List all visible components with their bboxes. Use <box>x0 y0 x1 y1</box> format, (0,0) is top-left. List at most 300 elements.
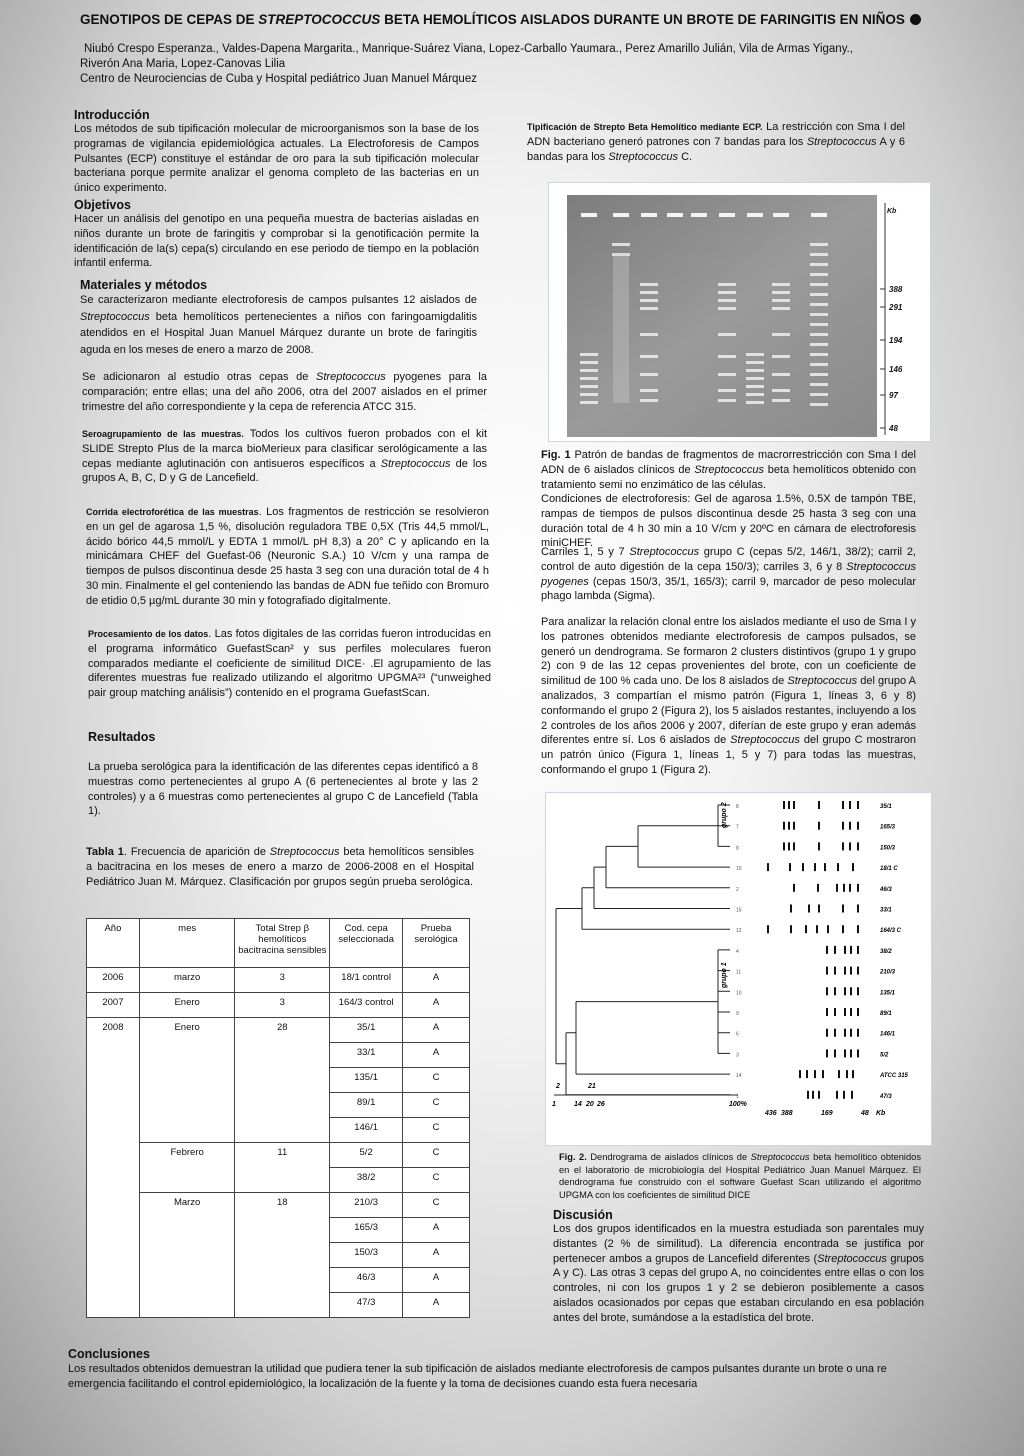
marker-label: 388 <box>889 285 903 294</box>
gel-band <box>810 293 828 296</box>
header-code: Cod. cepa seleccionada <box>330 919 403 968</box>
dend-band <box>826 946 828 954</box>
gel-band <box>718 333 736 336</box>
dend-band <box>817 884 819 892</box>
gel-band <box>640 307 658 310</box>
dend-band <box>857 925 859 933</box>
conclusiones-text: Los resultados obtenidos demuestran la utilidad que pudiera tener la sub tipificación de aislados mediante electroforesis de campos pulsantes durante un brote o una re emergencia facilitando el control epidemiológico, la localización de la fuente y la toma de decisiones cuando esta fuera necesaria <box>68 1363 887 1390</box>
cell-code: 210/3 <box>330 1193 403 1218</box>
dend-band <box>793 822 795 830</box>
cell-result: A <box>403 1218 470 1243</box>
gel-band <box>718 399 736 402</box>
dend-band <box>814 1070 816 1078</box>
dend-band <box>826 967 828 975</box>
gel-band <box>718 355 736 358</box>
dend-row-label: 210/3 <box>880 969 896 976</box>
gel-band <box>810 283 828 286</box>
dend-band <box>857 946 859 954</box>
dend-row-label: 35/1 <box>880 804 892 810</box>
gel-band <box>580 401 598 404</box>
cell-month: marzo <box>139 968 235 993</box>
dend-band <box>793 884 795 892</box>
gel-band <box>810 363 828 366</box>
dend-band <box>857 1049 859 1057</box>
dend-band <box>789 863 791 871</box>
kb-tick: 48 <box>861 1110 869 1117</box>
axis-bottom-label: 20 <box>586 1101 594 1108</box>
kb-tick: Kb <box>876 1110 886 1117</box>
cell-year: 2008 <box>87 1018 140 1318</box>
gel-band <box>772 307 790 310</box>
dend-band <box>852 863 854 871</box>
gel-unit-label: Kb <box>887 208 897 215</box>
dend-band <box>850 1049 852 1057</box>
cell-total: 11 <box>235 1143 330 1193</box>
gel-band <box>772 399 790 402</box>
gel-band <box>810 343 828 346</box>
dend-band <box>849 801 851 809</box>
dend-band <box>842 842 844 850</box>
dend-row-number: 11 <box>736 969 742 976</box>
axis-bottom-label: 26 <box>597 1101 605 1108</box>
gel-image <box>549 183 930 441</box>
dend-band <box>850 967 852 975</box>
cell-code: 18/1 control <box>330 968 403 993</box>
gel-band <box>640 283 658 286</box>
cell-code: 146/1 <box>330 1118 403 1143</box>
gel-band <box>746 385 764 388</box>
header-month: mes <box>139 919 235 968</box>
gel-well <box>811 213 827 217</box>
dend-row-label: 47/3 <box>880 1093 892 1100</box>
dend-band <box>834 1049 836 1057</box>
dend-branch <box>638 826 730 867</box>
cell-result: A <box>403 1268 470 1293</box>
dend-band <box>793 801 795 809</box>
table-row <box>87 993 470 1018</box>
dend-band <box>844 967 846 975</box>
dend-band <box>834 946 836 954</box>
dend-band <box>783 822 785 830</box>
dend-row-number: 2 <box>736 886 739 893</box>
dend-row-number: 14 <box>736 1073 742 1080</box>
dend-row-number: 15 <box>736 907 742 914</box>
dend-band <box>849 884 851 892</box>
gel-figure <box>548 182 931 442</box>
dend-band <box>808 905 810 913</box>
cell-code: 5/2 <box>330 1143 403 1168</box>
cell-month: Marzo <box>139 1193 235 1318</box>
fig2-caption: Fig. 2. Dendrograma de aislados clínicos de Streptococcus beta hemolítico obtenidos en el laboratorio de microbiología del Hospital Pediátrico Juan Manuel Márquez. El dendrograma fue construido con el software Guefast Scan utilizando el algoritmo UPGMA con los coeficientes de similitud DICE <box>559 1152 921 1200</box>
gel-band <box>810 393 828 396</box>
dend-row-label: 33/1 <box>880 907 892 914</box>
objetivos-heading: Objetivos <box>74 198 131 212</box>
discusion-heading: Discusión <box>553 1208 613 1222</box>
cell-code: 46/3 <box>330 1268 403 1293</box>
header-result: Prueba serológica <box>403 919 470 968</box>
dend-row-label: ATCC 315 <box>880 1073 908 1080</box>
dend-row-label: 135/1 <box>880 990 896 997</box>
tipificacion-paragraph: Tipificación de Strepto Beta Hemolítico mediante ECP. La restricción con Sma I del ADN bacteriano generó patrones con 7 bandas para los Streptococcus A y 6 bandas para los Streptococcus C. <box>527 121 905 163</box>
dend-band <box>807 1091 809 1099</box>
dend-branch <box>576 1002 730 1074</box>
dend-band <box>838 1070 840 1078</box>
gel-band <box>810 383 828 386</box>
gel-well <box>641 213 657 217</box>
dend-row-label: 18/1 C <box>880 866 898 873</box>
axis-top-label: 21 <box>588 1083 596 1090</box>
dend-band <box>767 863 769 871</box>
dend-band <box>799 1070 801 1078</box>
dend-band <box>790 925 792 933</box>
dend-band <box>850 987 852 995</box>
dend-band <box>818 801 820 809</box>
title-text-end: BETA HEMOLÍTICOS AISLADOS DURANTE UN BROTE DE FARINGITIS EN NIÑOS <box>380 12 905 27</box>
dend-row-number: 10 <box>736 990 742 997</box>
dend-band <box>851 1091 853 1099</box>
dendrogram-tree <box>556 805 730 1095</box>
gel-well <box>691 213 707 217</box>
gel-band <box>810 373 828 376</box>
materiales-p2: Se adicionaron al estudio otras cepas de Streptococcus pyogenes para la comparación; entre ellas; una del año 2006, otra del 2007 aislados en el primer trimestre del año correspondiente y la cepa de referencia ATCC 315. <box>82 371 487 413</box>
cell-month: Enero <box>139 993 235 1018</box>
gel-band <box>580 385 598 388</box>
poster-title <box>80 12 905 27</box>
dend-band <box>824 863 826 871</box>
dend-band <box>843 1091 845 1099</box>
gel-band <box>772 389 790 392</box>
intro-heading: Introducción <box>74 108 150 122</box>
kb-tick: 436 <box>765 1110 777 1117</box>
group1-label: grupo 1 <box>721 962 728 988</box>
gel-band <box>718 299 736 302</box>
dend-band <box>818 1091 820 1099</box>
dend-band <box>857 1008 859 1016</box>
gel-band <box>772 299 790 302</box>
dend-band <box>788 842 790 850</box>
gel-band <box>746 361 764 364</box>
authors-line-2: Riverón Ana Maria, Lopez-Canovas Lilia <box>80 58 286 70</box>
cell-result: C <box>403 1143 470 1168</box>
gel-band <box>580 393 598 396</box>
header-total: Total Strep β hemolíticos bacitracina sensibles <box>235 919 330 968</box>
cell-result: C <box>403 1193 470 1218</box>
dend-band <box>827 925 829 933</box>
cell-result: A <box>403 968 470 993</box>
cell-result: A <box>403 1243 470 1268</box>
title-italic: STREPTOCOCCUS <box>258 12 381 27</box>
cell-total: 3 <box>235 968 330 993</box>
dend-row-label: 38/2 <box>880 948 892 955</box>
dend-row-label: 5/2 <box>880 1052 889 1059</box>
dend-band <box>826 987 828 995</box>
gel-band <box>810 333 828 336</box>
cell-result: A <box>403 993 470 1018</box>
marker-strip <box>877 193 912 438</box>
dend-band <box>788 822 790 830</box>
corrida-paragraph: Corrida electroforética de las muestras. Los fragmentos de restricción se resolvieron en un gel de agarosa 1,5 %, disolución reguladora TBE 0,5X (Tris 44,5 mmol/L, ácido bórico 44,5 mmol/L y EDTA 1 mmol/L pH 8,3) a 20° C y aplicando en la minicámara CHEF del Guefast-06 (Neuronic S.A.) 10 V/cm y una rampa de tiempos de pulsos discontinua desde 25 hasta 3 seg con una duración total de 4 h 30 min. Finalmente el gel conteniendo las bandas de ADN fue teñido con Bromuro de etidio 0,5 µg/mL durante 30 min y fotografiado digitalmente. <box>86 506 489 607</box>
dend-band <box>857 905 859 913</box>
gel-band <box>746 353 764 356</box>
dend-band <box>844 987 846 995</box>
cell-total: 3 <box>235 993 330 1018</box>
dend-band <box>857 967 859 975</box>
dend-row-number: 6 <box>736 1031 739 1038</box>
dend-row-number: 10 <box>736 866 742 873</box>
fig1-caption: Fig. 1 Patrón de bandas de fragmentos de macrorrestricción con Sma I del ADN de 6 aislados clínicos de Streptococcus beta hemolíticos obtenido con tratamiento semi no enzimático de las células. <box>541 449 916 491</box>
gel-band <box>580 377 598 380</box>
kb-tick: 169 <box>821 1110 833 1117</box>
gel-band <box>746 369 764 372</box>
gel-band <box>810 263 828 266</box>
gel-band <box>640 389 658 392</box>
gel-band <box>772 291 790 294</box>
procesamiento-paragraph: Procesamiento de los datos. Las fotos digitales de las corridas fueron introducidas en el programa informático GuefastScan² y sus perfiles moleculares fueron comparados mediante el coeficiente de similitud DICE· .El agrupamiento de las diferentes muestras fue realizado utilizando el algoritmo UPGMA²³ (“unweighed pair group matching análisis”) contenido en el programa GuefastScan. <box>88 628 491 700</box>
gel-band <box>810 323 828 326</box>
dend-band <box>857 822 859 830</box>
gel-well <box>613 213 629 217</box>
cell-result: C <box>403 1068 470 1093</box>
dend-band <box>818 842 820 850</box>
dend-band <box>857 842 859 850</box>
dend-band <box>857 884 859 892</box>
cell-result: A <box>403 1018 470 1043</box>
cell-code: 38/2 <box>330 1168 403 1193</box>
dend-row-label: 46/3 <box>880 886 892 893</box>
tipificacion-label: Tipificación de Strepto Beta Hemolítico mediante ECP. <box>527 122 763 132</box>
dend-band <box>846 1070 848 1078</box>
dend-band <box>857 801 859 809</box>
discusion-text: Los dos grupos identificados en la muestra estudiada son parentales muy distantes (2 % de similitud). La diferencia encontrada se justifica por pertenecer ambos a grupos de Lancefield diferentes (Streptococcus grupos A y C). Las otras 3 cepas del grupo A, no coincidentes entre ellas o con los controles, ni con los grupos 1 y 2 se debieron posiblemente a casos aislados ocasionados por cepas que estaban circulando en esa población antes del brote, sumándose a la estadística del brote. <box>553 1223 924 1324</box>
dend-band <box>857 1029 859 1037</box>
dend-band <box>842 822 844 830</box>
dendrogram-figure <box>545 792 932 1146</box>
cell-month: Febrero <box>139 1143 235 1193</box>
kb-tick: 388 <box>781 1110 793 1117</box>
dend-row-label: 150/3 <box>880 845 896 852</box>
dend-branch <box>556 909 582 1064</box>
gel-band <box>640 291 658 294</box>
gel-band <box>810 273 828 276</box>
dend-row-number: 3 <box>736 1052 739 1059</box>
gel-band <box>718 291 736 294</box>
dend-band <box>790 905 792 913</box>
cell-result: C <box>403 1118 470 1143</box>
cell-result: A <box>403 1043 470 1068</box>
cell-code: 35/1 <box>330 1018 403 1043</box>
dend-band <box>805 925 807 933</box>
gel-band <box>640 355 658 358</box>
dend-row-number: 8 <box>736 845 739 852</box>
dend-band <box>857 987 859 995</box>
dend-band <box>783 801 785 809</box>
gel-band <box>580 369 598 372</box>
table-row <box>87 1193 470 1218</box>
fig1-lanes: Carriles 1, 5 y 7 Streptococcus grupo C (cepas 5/2, 146/1, 38/2); carril 2, control de auto digestión de la cepa 150/3); carriles 3, 6 y 8 Streptococcus pyogenes (cepas 150/3, 35/1, 165/3); carril 9, marcador de peso molecular phago lambda (Sigma). <box>541 546 916 603</box>
dend-band <box>793 842 795 850</box>
gel-band <box>640 299 658 302</box>
objetivos-text: Hacer un análisis del genotipo en una pequeña muestra de bacterias aisladas en niños durante un brote de faringitis y comprobar si la genotificación permite la identificación de la(s) cepa(s) circulando en ese periodo de tiempo en la población infantil enferma. <box>74 213 479 270</box>
title-bullet-icon <box>910 14 921 25</box>
dend-row-number: 12 <box>736 928 742 935</box>
dend-band <box>834 987 836 995</box>
marker-label: 194 <box>889 336 903 345</box>
authors-line-1: Niubó Crespo Esperanza., Valdes-Dapena Margarita., Manrique-Suárez Viana, Lopez-Carballo Yaumara., Perez Amarillo Julián, Vila de Armas Yigany., <box>84 43 853 55</box>
cell-code: 164/3 control <box>330 993 403 1018</box>
axis-top-label: 2 <box>556 1083 560 1090</box>
dend-band <box>836 1091 838 1099</box>
cell-year: 2007 <box>87 993 140 1018</box>
dend-row-number: 7 <box>736 824 739 831</box>
analysis-paragraph: Para analizar la relación clonal entre los aislados mediante el uso de Sma I y los patrones obtenidos mediante electroforesis de campos pulsados, se generó un dendrograma. Se formaron 2 clusters distintivos (grupo 1 y grupo 2) con 9 de las 12 cepas provenientes del brote, con un coeficiente de similitud de 100 % cada uno. De los 8 aislados de Streptococcus del grupo A analizados, 3 compartían el mismo patrón (Figura 1, líneas 3, 6 y 8) conformando el grupo 2 (Figura 2), los 5 aislados restantes, incluyendo a los 2 controles de los años 2006 y 2007, diferían de este grupo y eran además diferentes entre sí. Los 6 aislados de Streptococcus del grupo C mostraron un patrón único (Figura 1, líneas 1, 5 y 7) para todas las muestras, conformando el grupo 1 (Figura 2). <box>541 616 916 776</box>
gel-band <box>810 353 828 356</box>
gel-band <box>810 253 828 256</box>
dend-band <box>814 863 816 871</box>
table-header-row <box>87 919 470 968</box>
cell-result: A <box>403 1293 470 1318</box>
gel-band <box>810 313 828 316</box>
gel-band <box>640 373 658 376</box>
dend-band <box>788 801 790 809</box>
gel-band <box>640 333 658 336</box>
affiliation: Centro de Neurociencias de Cuba y Hospital pediátrico Juan Manuel Márquez <box>80 73 477 85</box>
dend-band <box>842 925 844 933</box>
cell-code: 47/3 <box>330 1293 403 1318</box>
dend-band <box>850 946 852 954</box>
resultados-text: La prueba serológica para la identificación de las diferentes cepas identificó a 8 muestras como pertenecientes al grupo A (6 pertenecientes al brote y las 2 controles) y a 6 muestras como pertenecientes al grupo C de Lancefield (Tabla 1). <box>88 761 478 818</box>
dend-band <box>842 905 844 913</box>
authors-block <box>80 42 910 87</box>
table-row <box>87 1143 470 1168</box>
cell-total: 18 <box>235 1193 330 1318</box>
dend-row-label: 165/3 <box>880 824 896 831</box>
dend-band <box>844 1008 846 1016</box>
gel-band <box>718 389 736 392</box>
gel-band <box>810 303 828 306</box>
cell-code: 135/1 <box>330 1068 403 1093</box>
dend-band <box>802 863 804 871</box>
gel-band <box>772 355 790 358</box>
gel-well <box>773 213 789 217</box>
dend-band <box>850 1008 852 1016</box>
gel-smear <box>613 253 629 403</box>
gel-band <box>718 307 736 310</box>
dend-row-number: 4 <box>736 948 739 955</box>
cell-result: C <box>403 1168 470 1193</box>
seroagrupamiento-paragraph: Seroagrupamiento de las muestras. Todos los cultivos fueron probados con el kit SLIDE Strepto Plus de la marca bioMerieux para clasificar serológicamente a las cepas mediante aglutinación con antisueros específicos a Streptococcus de los grupos A, B, C, D y G de Lancefield. <box>82 428 487 485</box>
dend-band <box>826 1008 828 1016</box>
cell-code: 33/1 <box>330 1043 403 1068</box>
dend-band <box>836 884 838 892</box>
gel-well <box>581 213 597 217</box>
dend-band <box>783 842 785 850</box>
dend-band <box>812 1091 814 1099</box>
resultados-heading: Resultados <box>88 730 156 744</box>
gel-band <box>772 283 790 286</box>
dend-band <box>806 1070 808 1078</box>
dend-band <box>826 1029 828 1037</box>
marker-label: 97 <box>889 391 898 400</box>
dend-row-label: 146/1 <box>880 1031 896 1038</box>
gel-band <box>746 401 764 404</box>
seroagrupamiento-label: Seroagrupamiento de las muestras. <box>82 429 244 439</box>
gel-band <box>746 393 764 396</box>
results-table <box>86 918 470 1318</box>
gel-well <box>667 213 683 217</box>
cell-code: 89/1 <box>330 1093 403 1118</box>
dend-band <box>767 925 769 933</box>
fig1-conditions: Condiciones de electroforesis: Gel de agarosa 1.5%, 0.5X de tampón TBE, rampas de tiempos de pulsos discontinua desde 25 hasta 3 seg con una duración total de 4 h 30 min a 10 V/cm y 20ºC en cámara de electroforesis miniCHEF. <box>541 493 916 550</box>
dend-band <box>822 1070 824 1078</box>
dend-band <box>834 1029 836 1037</box>
header-year: Año <box>87 919 140 968</box>
cell-total: 28 <box>235 1018 330 1143</box>
dend-band <box>849 842 851 850</box>
dend-row-label: 164/3 C <box>880 928 902 935</box>
gel-band <box>580 361 598 364</box>
materiales-heading: Materiales y métodos <box>80 278 208 292</box>
table-row <box>87 1018 470 1043</box>
dend-band <box>842 801 844 809</box>
gel-band <box>640 399 658 402</box>
dendrogram <box>546 793 931 1145</box>
cell-year: 2006 <box>87 968 140 993</box>
title-text: GENOTIPOS DE CEPAS DE <box>80 12 259 27</box>
dend-band <box>844 946 846 954</box>
conclusiones-heading: Conclusiones <box>68 1347 150 1361</box>
dend-band <box>837 863 839 871</box>
procesamiento-label: Procesamiento de los datos <box>88 629 209 639</box>
axis-bottom-label: 100% <box>729 1101 747 1108</box>
dend-row-number: 9 <box>736 1011 739 1017</box>
gel-band <box>612 243 630 246</box>
axis-bottom-label: 14 <box>574 1101 582 1108</box>
marker-label: 291 <box>889 303 903 312</box>
dend-row-number: 1 <box>736 1093 739 1100</box>
dend-row-label: 89/1 <box>880 1011 892 1017</box>
gel-band <box>580 353 598 356</box>
dend-band <box>850 1029 852 1037</box>
dend-band <box>844 1029 846 1037</box>
dend-band <box>849 822 851 830</box>
gel-band <box>810 243 828 246</box>
gel-band <box>746 377 764 380</box>
dend-band <box>843 884 845 892</box>
dend-band <box>826 1049 828 1057</box>
dend-band <box>834 1008 836 1016</box>
marker-label: 146 <box>889 365 903 374</box>
marker-label: 48 <box>889 424 898 433</box>
dend-row-number: 8 <box>736 804 739 810</box>
corrida-label: Corrida electroforética de las muestras <box>86 507 259 517</box>
gel-band <box>718 373 736 376</box>
axis-bottom-label: 1 <box>552 1101 556 1108</box>
gel-well <box>747 213 763 217</box>
dend-band <box>852 1070 854 1078</box>
cell-result: C <box>403 1093 470 1118</box>
dend-band <box>816 925 818 933</box>
gel-band <box>718 283 736 286</box>
gel-well <box>719 213 735 217</box>
materiales-p1: Se caracterizaron mediante electroforesis de campos pulsantes 12 aislados de Streptococcus beta hemolíticos pertenecientes a niños con faringoamigdalitis atendidos en el Hospital Juan Manuel Márquez durante un brote de faringitis aguda en los meses de enero a marzo de 2008. <box>80 294 477 356</box>
gel-band <box>772 373 790 376</box>
gel-band <box>810 403 828 406</box>
cell-code: 150/3 <box>330 1243 403 1268</box>
tabla-caption: Tabla 1. Frecuencia de aparición de Streptococcus beta hemolíticos sensibles a bacitracina en los meses de enero a marzo de 2006-2008 en el Hospital Pediátrico Juan M. Márquez. Clasificación por grupos según prueba serológica. <box>86 846 474 888</box>
group2-label: grupo 2 <box>721 802 728 828</box>
dend-band <box>834 967 836 975</box>
cell-code: 165/3 <box>330 1218 403 1243</box>
